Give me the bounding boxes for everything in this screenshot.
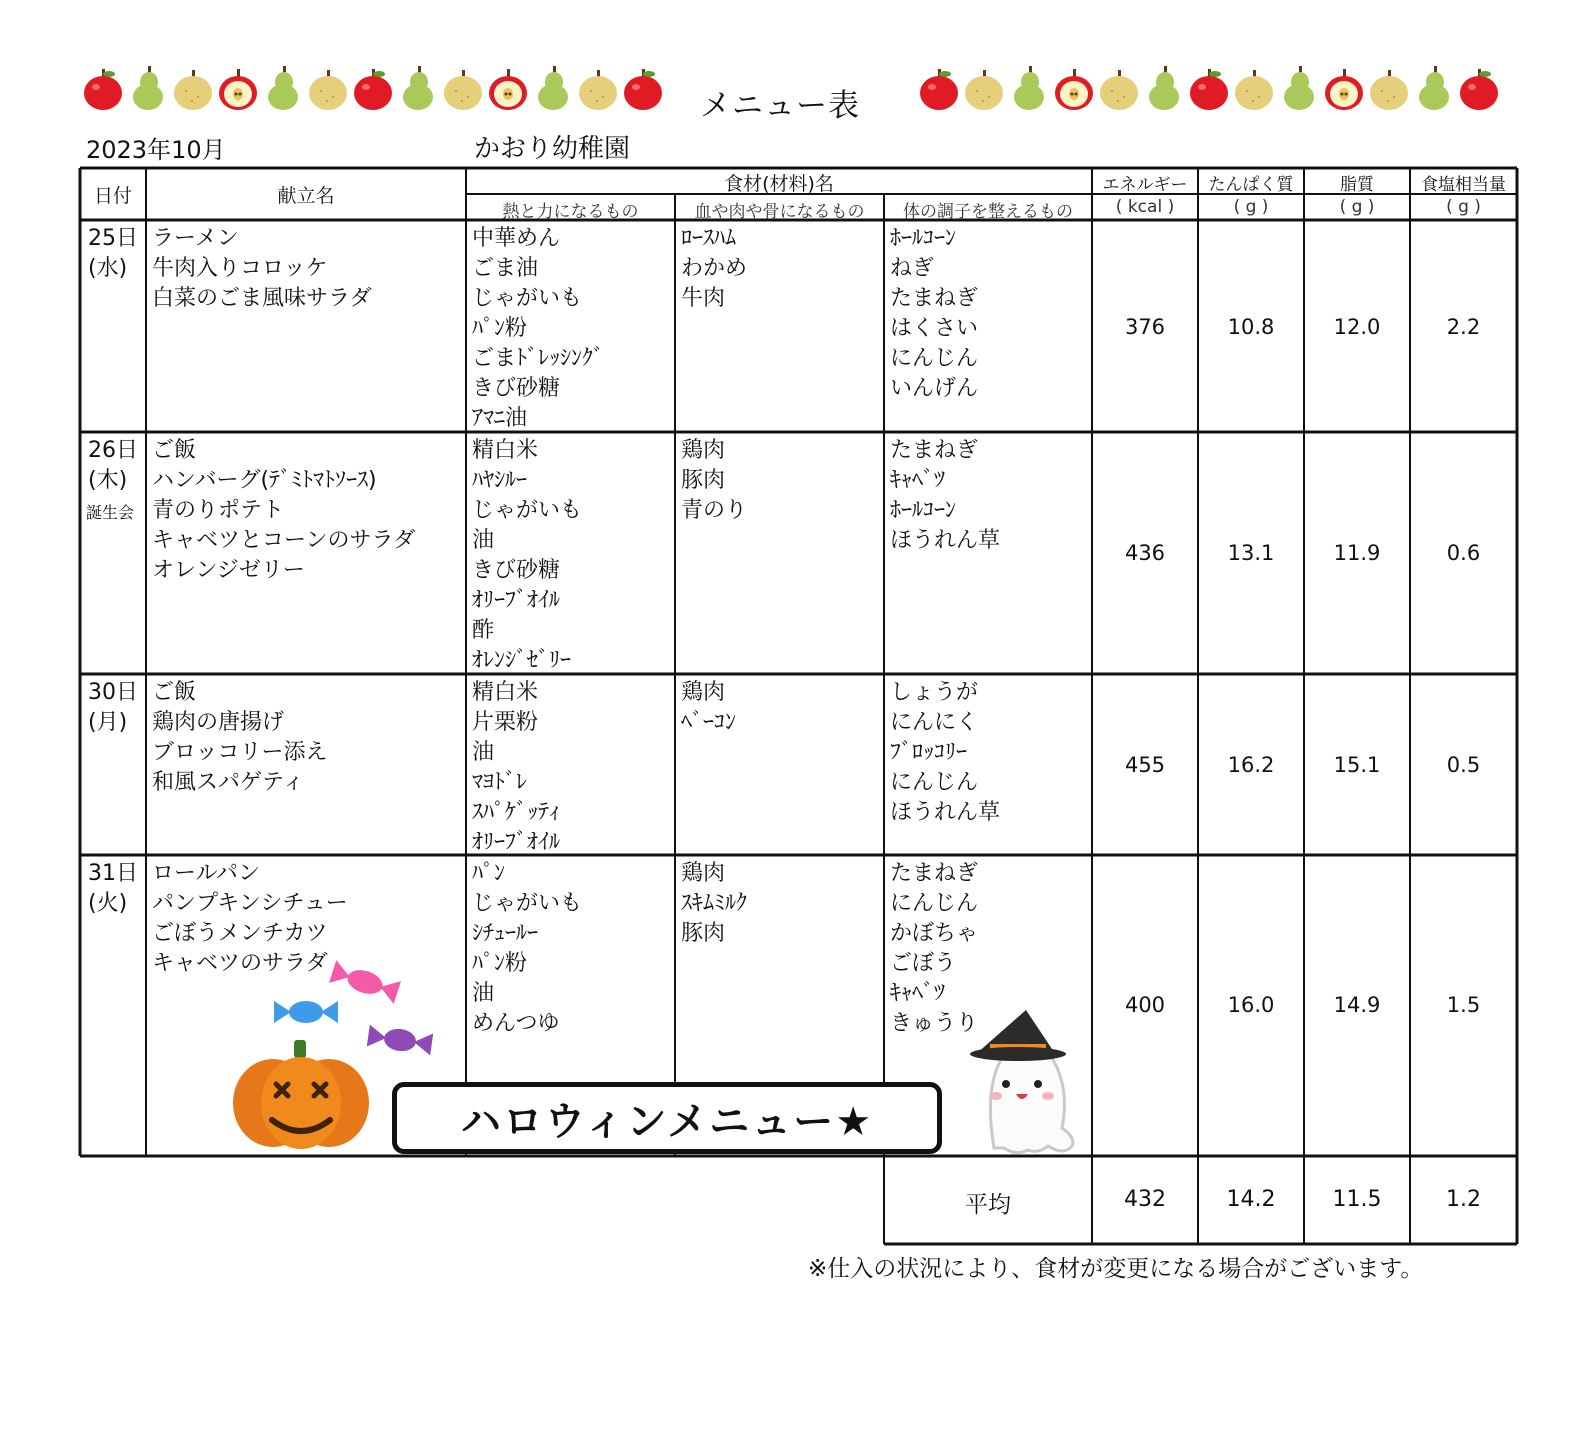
pear-icon	[1413, 63, 1455, 111]
row-fat-value: 15.1	[1333, 753, 1381, 777]
row-energy-foods: 中華めん ごま油 じゃがいも ﾊﾟﾝ粉 ごまﾄﾞﾚｯｼﾝｸﾞ きび砂糖 ｱﾏﾆ油	[472, 226, 605, 431]
row-protein-value: 16.0	[1227, 993, 1275, 1017]
right-fruit-decoration	[918, 62, 1500, 112]
cut-apple-icon	[1323, 63, 1365, 111]
row-date: 30日 (月)	[88, 680, 138, 735]
header-regulating-foods: 体の調子を整えるもの	[903, 202, 1073, 222]
pear-icon	[532, 63, 574, 111]
left-fruit-decoration	[82, 62, 664, 112]
apple-icon	[918, 63, 960, 111]
month-label: 2023年10月	[86, 136, 226, 164]
ghost-icon	[968, 1008, 1084, 1158]
row-regulating-foods: たまねぎ ｷｬﾍﾞﾂ ﾎｰﾙｺｰﾝ ほうれん草	[890, 438, 1001, 553]
row-menu: ロールパン パンプキンシチュー ごぼうメンチカツ キャベツのサラダ	[152, 861, 348, 976]
unit-fat: ( g )	[1339, 197, 1375, 217]
average-protein: 14.2	[1226, 1187, 1276, 1212]
halloween-menu-banner: ハロウィンメニュー★	[392, 1082, 942, 1154]
asian-pear-icon	[963, 63, 1005, 111]
page-title: メニュー表	[700, 88, 860, 124]
average-salt: 1.2	[1446, 1187, 1481, 1212]
row-energy-value: 455	[1124, 753, 1166, 777]
apple-icon	[82, 63, 124, 111]
header-date: 日付	[93, 185, 132, 207]
header-ingredients: 食材(材料)名	[724, 173, 834, 195]
header-energy: エネルギー	[1102, 175, 1188, 195]
row-body-building-foods: 鶏肉 豚肉 青のり	[681, 438, 748, 523]
unit-protein: ( g )	[1233, 197, 1269, 217]
row-regulating-foods: ﾎｰﾙｺｰﾝ ねぎ たまねぎ はくさい にんじん いんげん	[890, 226, 979, 401]
row-protein-value: 16.2	[1227, 753, 1275, 777]
header-menu: 献立名	[277, 185, 335, 207]
school-name: かおり幼稚園	[474, 134, 631, 164]
row-salt-value: 0.6	[1446, 541, 1481, 565]
apple-icon	[622, 63, 664, 111]
unit-energy: ( kcal )	[1115, 197, 1175, 217]
row-energy-value: 400	[1124, 993, 1166, 1017]
asian-pear-icon	[1368, 63, 1410, 111]
row-energy-foods: ﾊﾟﾝ じゃがいも ｼﾁｭｰﾙｰ ﾊﾟﾝ粉 油 めんつゆ	[472, 861, 583, 1036]
row-energy-foods: 精白米 ﾊﾔｼﾙｰ じゃがいも 油 きび砂糖 ｵﾘｰﾌﾞｵｲﾙ 酢 ｵﾚﾝｼﾞｾﾞﾘｰ	[472, 438, 583, 673]
asian-pear-icon	[1233, 63, 1275, 111]
row-salt-value: 1.5	[1446, 993, 1481, 1017]
row-energy-value: 436	[1124, 541, 1166, 565]
cut-apple-icon	[487, 63, 529, 111]
row-energy-value: 376	[1124, 315, 1166, 339]
apple-icon	[1188, 63, 1230, 111]
header-salt: 食塩相当量	[1421, 175, 1506, 195]
pear-icon	[1143, 63, 1185, 111]
unit-salt: ( g )	[1446, 197, 1481, 217]
average-fat: 11.5	[1332, 1187, 1382, 1212]
row-fat-value: 14.9	[1333, 993, 1381, 1017]
row-salt-value: 2.2	[1446, 315, 1481, 339]
row-salt-value: 0.5	[1446, 753, 1481, 777]
header-fat: 脂質	[1340, 175, 1374, 195]
average-label: 平均	[965, 1192, 1011, 1218]
row-menu: ご飯 ハンバーグ(ﾃﾞﾐﾄﾏﾄｿｰｽ) 青のりポテト キャベツとコーンのサラダ オレンジゼリー	[152, 438, 416, 583]
asian-pear-icon	[442, 63, 484, 111]
cut-apple-icon	[217, 63, 259, 111]
row-date: 25日 (水)	[88, 226, 138, 281]
asian-pear-icon	[172, 63, 214, 111]
pear-icon	[262, 63, 304, 111]
apple-icon	[1458, 63, 1500, 111]
row-fat-value: 12.0	[1333, 315, 1381, 339]
row-protein-value: 10.8	[1227, 315, 1275, 339]
row-menu: ご飯 鶏肉の唐揚げ ブロッコリー添え 和風スパゲティ	[152, 680, 328, 795]
row-regulating-foods: たまねぎ にんじん かぼちゃ ごぼう ｷｬﾍﾞﾂ きゅうり	[890, 861, 979, 1036]
row-regulating-foods: しょうが にんにく ﾌﾞﾛｯｺﾘｰ にんじん ほうれん草	[890, 680, 1001, 825]
asian-pear-icon	[577, 63, 619, 111]
pear-icon	[397, 63, 439, 111]
birthday-party-note: 誕生会	[86, 503, 135, 522]
pear-icon	[1008, 63, 1050, 111]
header-protein: たんぱく質	[1208, 175, 1294, 195]
row-body-building-foods: 鶏肉 ｽｷﾑﾐﾙｸ 豚肉	[681, 861, 748, 946]
pear-icon	[1278, 63, 1320, 111]
row-date: 31日 (火)	[88, 861, 138, 916]
header-body-building-foods: 血や肉や骨になるもの	[694, 202, 865, 222]
footnote: ※仕入の状況により、食材が変更になる場合がございます。	[808, 1256, 1424, 1282]
pumpkin-icon	[228, 1040, 374, 1150]
row-fat-value: 11.9	[1333, 541, 1381, 565]
apple-icon	[352, 63, 394, 111]
asian-pear-icon	[307, 63, 349, 111]
average-energy: 432	[1124, 1187, 1166, 1212]
pear-icon	[127, 63, 169, 111]
row-menu: ラーメン 牛肉入りコロッケ 白菜のごま風味サラダ	[152, 226, 372, 311]
row-body-building-foods: 鶏肉 ﾍﾞｰｺﾝ	[681, 680, 737, 735]
row-body-building-foods: ﾛｰｽﾊﾑ わかめ 牛肉	[681, 226, 748, 311]
asian-pear-icon	[1098, 63, 1140, 111]
row-energy-foods: 精白米 片栗粉 油 ﾏﾖﾄﾞﾚ ｽﾊﾟｹﾞｯﾃｨ ｵﾘｰﾌﾞｵｲﾙ	[472, 680, 561, 855]
row-date: 26日 (木)	[88, 438, 138, 493]
header-energy-foods: 熱と力になるもの	[502, 202, 639, 222]
row-protein-value: 13.1	[1227, 541, 1275, 565]
cut-apple-icon	[1053, 63, 1095, 111]
